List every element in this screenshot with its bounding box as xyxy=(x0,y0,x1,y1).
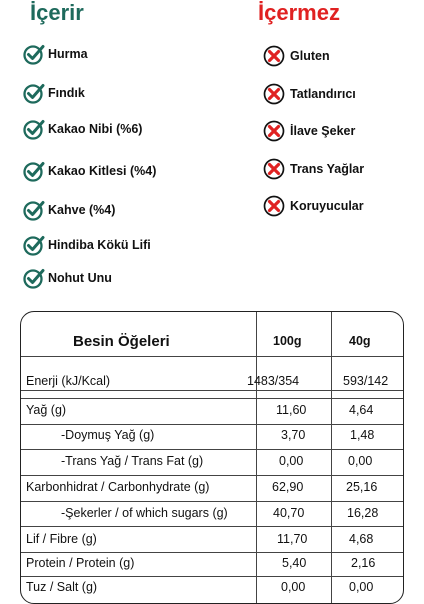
value-40g: 25,16 xyxy=(346,480,378,494)
contains-item-label: Hindiba Kökü Lifi xyxy=(48,238,151,252)
check-circle-icon xyxy=(22,42,46,66)
contains-item-label: Kakao Kitlesi (%4) xyxy=(48,164,157,178)
table-row-divider xyxy=(21,552,403,553)
contains-title: İçerir xyxy=(30,0,84,25)
excludes-item xyxy=(262,44,330,68)
excludes-item xyxy=(262,157,364,181)
contains-item xyxy=(22,266,112,290)
excludes-item-label: İlave Şeker xyxy=(290,124,356,138)
contains-item-label: Kakao Nibi (%6) xyxy=(48,122,143,136)
table-title: Besin Öğeleri xyxy=(73,333,170,350)
column-header-40g: 40g xyxy=(349,334,371,348)
value-100g: 1483/354 xyxy=(247,374,300,388)
value-40g: 0,00 xyxy=(349,580,374,594)
table-row-divider xyxy=(21,526,403,527)
value-100g: 0,00 xyxy=(279,454,304,468)
contains-item xyxy=(22,159,156,183)
value-100g: 62,90 xyxy=(272,480,304,494)
value-100g: 0,00 xyxy=(281,580,306,594)
value-40g: 1,48 xyxy=(350,428,375,442)
x-circle-icon xyxy=(262,82,286,106)
excludes-item xyxy=(262,82,356,106)
nutrient-label: Enerji (kJ/Kcal) xyxy=(26,374,111,388)
check-circle-icon xyxy=(22,266,46,290)
nutrient-label: Yağ (g) xyxy=(26,403,67,417)
value-100g: 3,70 xyxy=(281,428,306,442)
nutrition-table xyxy=(20,311,404,604)
x-circle-icon xyxy=(262,44,286,68)
table-divider xyxy=(21,356,403,357)
value-100g: 11,60 xyxy=(276,403,307,417)
value-40g: 4,64 xyxy=(349,403,374,417)
check-circle-icon xyxy=(22,159,46,183)
nutrient-label: -Trans Yağ / Trans Fat (g) xyxy=(61,454,204,468)
contains-item xyxy=(22,233,151,257)
contains-item-label: Kahve (%4) xyxy=(48,203,116,217)
table-row-divider xyxy=(21,424,403,425)
contains-item xyxy=(22,117,142,141)
excludes-item xyxy=(262,119,355,143)
value-100g: 40,70 xyxy=(273,506,305,520)
nutrient-label: -Şekerler / of which sugars (g) xyxy=(61,506,228,520)
value-40g: 2,16 xyxy=(351,556,376,570)
excludes-item-label: Gluten xyxy=(290,49,330,63)
nutrient-label: Karbonhidrat / Carbonhydrate (g) xyxy=(26,480,210,494)
nutrient-label: Protein / Protein (g) xyxy=(26,556,135,570)
excludes-title: İçermez xyxy=(258,0,340,25)
contains-item xyxy=(22,81,85,105)
contains-item xyxy=(22,42,88,66)
table-row-divider xyxy=(21,475,403,476)
table-row-divider xyxy=(21,501,403,502)
contains-item-label: Fındık xyxy=(48,86,85,100)
x-circle-icon xyxy=(262,194,286,218)
value-40g: 0,00 xyxy=(348,454,373,468)
excludes-item-label: Trans Yağlar xyxy=(290,162,365,176)
excludes-item-label: Koruyucular xyxy=(290,199,364,213)
x-circle-icon xyxy=(262,157,286,181)
excludes-item xyxy=(262,194,364,218)
nutrient-label: -Doymuş Yağ (g) xyxy=(61,428,155,442)
nutrient-label: Tuz / Salt (g) xyxy=(26,580,98,594)
value-40g: 4,68 xyxy=(349,532,374,546)
check-circle-icon xyxy=(22,233,46,257)
check-circle-icon xyxy=(22,81,46,105)
table-row-divider xyxy=(21,398,403,399)
column-header-100g: 100g xyxy=(273,334,302,348)
nutrient-label: Lif / Fibre (g) xyxy=(26,532,97,546)
table-divider xyxy=(21,390,403,391)
contains-item-label: Hurma xyxy=(48,47,88,61)
check-circle-icon xyxy=(22,198,46,222)
contains-item xyxy=(22,198,115,222)
value-40g: 593/142 xyxy=(343,374,389,388)
check-circle-icon xyxy=(22,117,46,141)
value-40g: 16,28 xyxy=(347,506,379,520)
value-100g: 5,40 xyxy=(282,556,307,570)
contains-item-label: Nohut Unu xyxy=(48,271,112,285)
value-100g: 11,70 xyxy=(277,532,308,546)
x-circle-icon xyxy=(262,119,286,143)
table-row-divider xyxy=(21,576,403,577)
table-row-divider xyxy=(21,449,403,450)
excludes-item-label: Tatlandırıcı xyxy=(290,87,356,101)
